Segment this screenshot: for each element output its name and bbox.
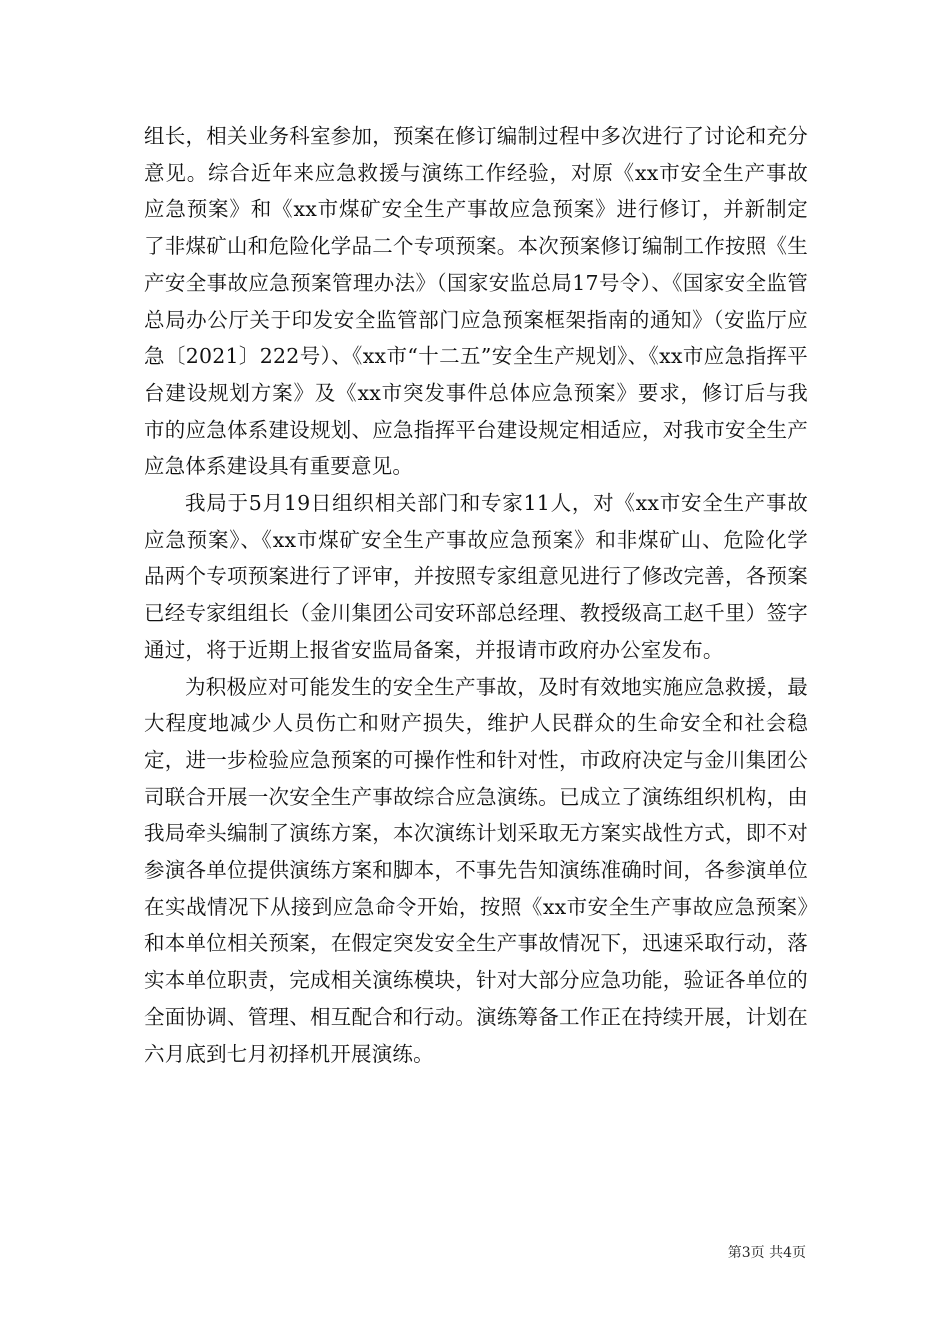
paragraph-continuation: 组长，相关业务科室参加，预案在修订编制过程中多次进行了讨论和充分意见。综合近年来应急救援与演练工作经验，对原《xx市安全生产事故应急预案》和《xx市煤矿安全生产事故应急预案》进行修订，并新制定了非煤矿山和危险化学品二个专项预案。本次预案修订编制工作按照《生产安全事故应急预案管理办法》（国家安监总局17号令）、《国家安全监管总局办公厅关于印发安全监管部门应急预案框架指南的通知》（安监厅应急〔2021〕222号）、《xx市“十二五”安全生产规划》、《xx市应急指挥平台建设规划方案》及《xx市突发事件总体应急预案》要求，修订后与我市的应急体系建设规划、应急指挥平台建设规定相适应，对我市安全生产应急体系建设具有重要意见。 (144, 124, 808, 479)
paragraph-drill: 为积极应对可能发生的安全生产事故，及时有效地实施应急救援，最大程度地减少人员伤亡和财产损失，维护人民群众的生命安全和社会稳定，进一步检验应急预案的可操作性和针对性，市政府决定与金川集团公司联合开展一次安全生产事故综合应急演练。已成立了演练组织机构，由我局牵头编制了演练方案，本次演练计划采取无方案实战性方式，即不对参演各单位提供演练方案和脚本，不事先告知演练准确时间，各参演单位在实战情况下从接到应急命令开始，按照《xx市安全生产事故应急预案》和本单位相关预案，在假定突发安全生产事故情况下，迅速采取行动，落实本单位职责，完成相关演练模块，针对大部分应急功能，验证各单位的全面协调、管理、相互配合和行动。演练筹备工作正在持续开展，计划在六月底到七月初择机开展演练。 (144, 674, 808, 1066)
document-body (144, 118, 808, 1072)
page-number: 第3页 共4页 (727, 1245, 806, 1261)
paragraph-review: 我局于5月19日组织相关部门和专家11人，对《xx市安全生产事故应急预案》、《xx市煤矿安全生产事故应急预案》和非煤矿山、危险化学品两个专项预案进行了评审，并按照专家组意见进行了修改完善，各预案已经专家组组长（金川集团公司安环部总经理、教授级高工赵千里）签字通过，将于近期上报省安监局备案，并报请市政府办公室发布。 (144, 491, 808, 662)
